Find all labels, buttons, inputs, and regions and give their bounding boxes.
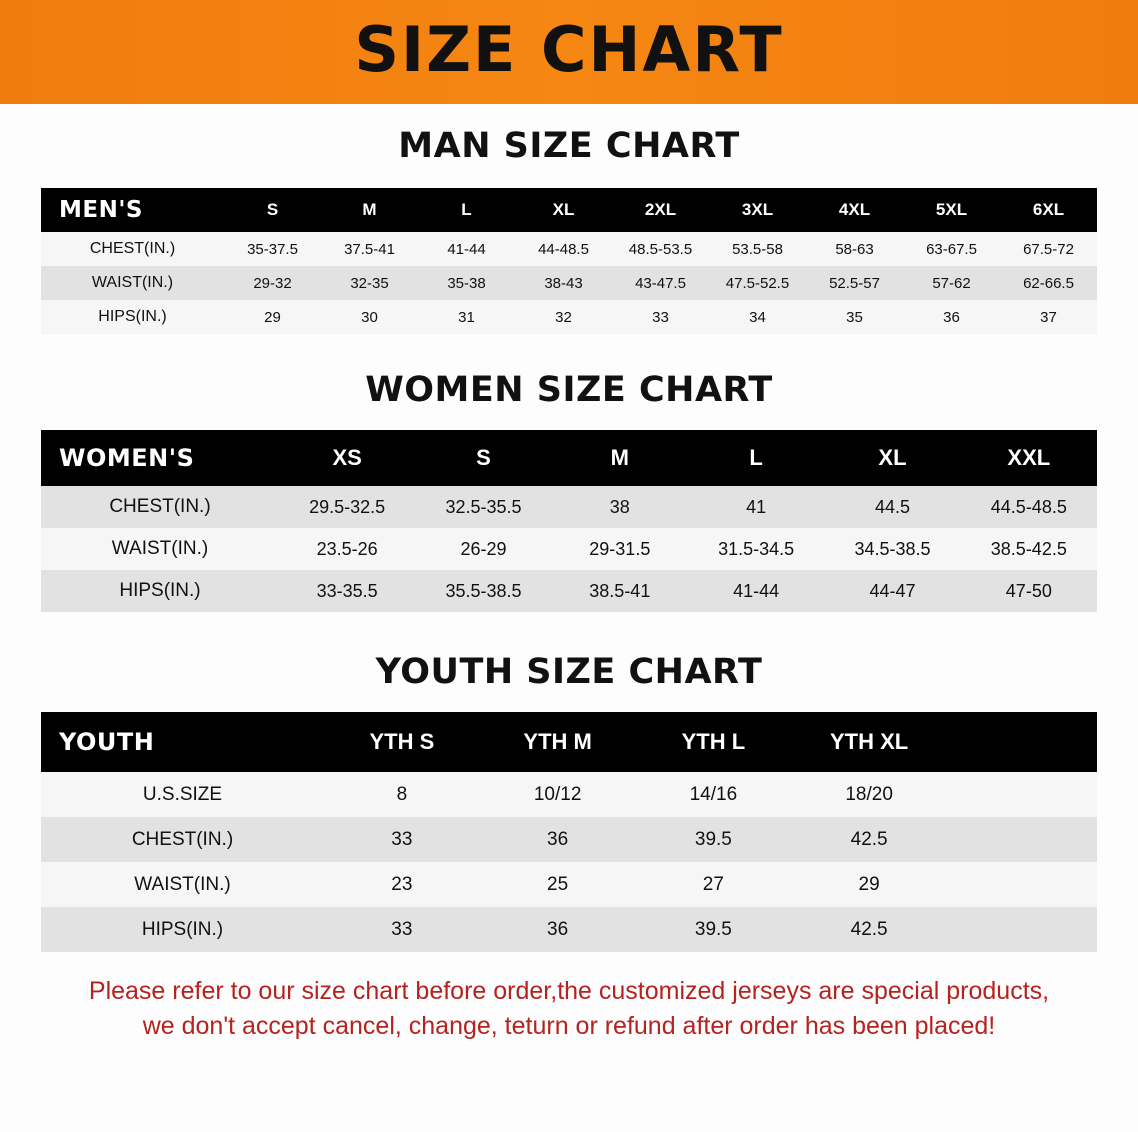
- table-row: [41, 528, 1097, 570]
- man-cell-2-4: 33: [612, 300, 709, 334]
- table-row: [41, 817, 1097, 862]
- man-cell-0-3: 44-48.5: [515, 232, 612, 266]
- women-cell-0-1: 32.5-35.5: [415, 486, 551, 528]
- man-size-col-4: 2XL: [612, 188, 709, 232]
- women-size-col-2: M: [552, 430, 688, 486]
- women-cell-2-5: 47-50: [961, 570, 1097, 612]
- youth-cell-1-1: 36: [480, 817, 636, 862]
- man-cell-1-4: 43-47.5: [612, 266, 709, 300]
- women-cell-1-1: 26-29: [415, 528, 551, 570]
- man-cell-1-3: 38-43: [515, 266, 612, 300]
- women-row-header: WOMEN'S: [41, 430, 279, 486]
- man-cell-0-4: 48.5-53.5: [612, 232, 709, 266]
- man-cell-1-1: 32-35: [321, 266, 418, 300]
- youth-cell-1-4: [947, 817, 1097, 862]
- youth-row-header: YOUTH: [41, 712, 324, 772]
- man-row-label-1: WAIST(IN.): [41, 266, 224, 300]
- table-header-row: [41, 712, 1097, 772]
- table-row: [41, 772, 1097, 817]
- women-row-label-0: CHEST(IN.): [41, 486, 279, 528]
- youth-cell-3-1: 36: [480, 907, 636, 952]
- table-row: [41, 300, 1097, 334]
- youth-row-label-1: CHEST(IN.): [41, 817, 324, 862]
- man-cell-1-6: 52.5-57: [806, 266, 903, 300]
- man-cell-1-2: 35-38: [418, 266, 515, 300]
- women-size-col-5: XXL: [961, 430, 1097, 486]
- youth-cell-2-0: 23: [324, 862, 480, 907]
- man-size-table-wrapper: [41, 188, 1097, 334]
- women-table-body: [41, 486, 1097, 612]
- man-cell-0-7: 63-67.5: [903, 232, 1000, 266]
- man-row-label-2: HIPS(IN.): [41, 300, 224, 334]
- youth-cell-0-4: [947, 772, 1097, 817]
- women-table-head: [41, 430, 1097, 486]
- man-size-col-3: XL: [515, 188, 612, 232]
- youth-cell-1-0: 33: [324, 817, 480, 862]
- man-cell-1-7: 57-62: [903, 266, 1000, 300]
- man-cell-0-2: 41-44: [418, 232, 515, 266]
- youth-cell-2-2: 27: [636, 862, 792, 907]
- man-cell-1-5: 47.5-52.5: [709, 266, 806, 300]
- youth-cell-2-4: [947, 862, 1097, 907]
- women-cell-1-2: 29-31.5: [552, 528, 688, 570]
- man-size-col-7: 5XL: [903, 188, 1000, 232]
- man-cell-2-6: 35: [806, 300, 903, 334]
- man-row-label-0: CHEST(IN.): [41, 232, 224, 266]
- table-row: [41, 486, 1097, 528]
- man-size-col-8: 6XL: [1000, 188, 1097, 232]
- disclaimer-line-2: we don't accept cancel, change, teturn or refund after order has been placed!: [142, 1011, 996, 1040]
- youth-row-label-0: U.S.SIZE: [41, 772, 324, 817]
- table-row: [41, 907, 1097, 952]
- man-size-col-2: L: [418, 188, 515, 232]
- women-section-title: WOMEN SIZE CHART: [365, 370, 773, 410]
- man-cell-0-1: 37.5-41: [321, 232, 418, 266]
- man-cell-2-3: 32: [515, 300, 612, 334]
- youth-spacer-col: [947, 712, 1097, 772]
- man-cell-2-1: 30: [321, 300, 418, 334]
- man-cell-2-8: 37: [1000, 300, 1097, 334]
- man-size-col-6: 4XL: [806, 188, 903, 232]
- women-row-label-1: WAIST(IN.): [41, 528, 279, 570]
- man-size-col-0: S: [224, 188, 321, 232]
- disclaimer-line-1: Please refer to our size chart before order,the customized jerseys are special products,: [88, 977, 1050, 1005]
- table-row: [41, 232, 1097, 266]
- man-cell-1-8: 62-66.5: [1000, 266, 1097, 300]
- youth-cell-1-3: 42.5: [791, 817, 947, 862]
- man-size-table: [41, 188, 1097, 334]
- women-cell-1-5: 38.5-42.5: [961, 528, 1097, 570]
- man-cell-2-7: 36: [903, 300, 1000, 334]
- youth-row-label-3: HIPS(IN.): [41, 907, 324, 952]
- youth-size-col-2: YTH L: [636, 712, 792, 772]
- youth-row-label-2: WAIST(IN.): [41, 862, 324, 907]
- women-cell-2-1: 35.5-38.5: [415, 570, 551, 612]
- man-cell-2-2: 31: [418, 300, 515, 334]
- women-cell-0-5: 44.5-48.5: [961, 486, 1097, 528]
- youth-size-col-1: YTH M: [480, 712, 636, 772]
- youth-table-body: [41, 772, 1097, 952]
- man-cell-0-6: 58-63: [806, 232, 903, 266]
- man-size-col-5: 3XL: [709, 188, 806, 232]
- women-cell-1-0: 23.5-26: [279, 528, 415, 570]
- women-cell-0-3: 41: [688, 486, 824, 528]
- man-cell-1-0: 29-32: [224, 266, 321, 300]
- youth-size-col-0: YTH S: [324, 712, 480, 772]
- man-size-col-1: M: [321, 188, 418, 232]
- youth-cell-0-1: 10/12: [480, 772, 636, 817]
- youth-cell-0-3: 18/20: [791, 772, 947, 817]
- table-header-row: [41, 188, 1097, 232]
- man-cell-0-5: 53.5-58: [709, 232, 806, 266]
- man-section-title: MAN SIZE CHART: [398, 126, 740, 166]
- women-cell-1-4: 34.5-38.5: [824, 528, 960, 570]
- women-cell-2-4: 44-47: [824, 570, 960, 612]
- women-cell-0-4: 44.5: [824, 486, 960, 528]
- table-row: [41, 570, 1097, 612]
- youth-cell-2-1: 25: [480, 862, 636, 907]
- women-size-table-wrapper: [41, 430, 1097, 612]
- youth-table-head: [41, 712, 1097, 772]
- man-cell-0-8: 67.5-72: [1000, 232, 1097, 266]
- man-cell-2-5: 34: [709, 300, 806, 334]
- youth-size-col-3: YTH XL: [791, 712, 947, 772]
- man-cell-0-0: 35-37.5: [224, 232, 321, 266]
- man-row-header: MEN'S: [41, 188, 224, 232]
- women-cell-0-0: 29.5-32.5: [279, 486, 415, 528]
- women-cell-1-3: 31.5-34.5: [688, 528, 824, 570]
- youth-cell-2-3: 29: [791, 862, 947, 907]
- youth-cell-1-2: 39.5: [636, 817, 792, 862]
- women-size-col-0: XS: [279, 430, 415, 486]
- page-banner: [0, 0, 1138, 104]
- youth-cell-0-0: 8: [324, 772, 480, 817]
- youth-size-table-wrapper: [41, 712, 1097, 952]
- youth-cell-3-3: 42.5: [791, 907, 947, 952]
- table-header-row: [41, 430, 1097, 486]
- page-title: SIZE CHART: [354, 13, 784, 86]
- women-cell-2-0: 33-35.5: [279, 570, 415, 612]
- disclaimer-note: [64, 974, 1074, 1043]
- table-row: [41, 266, 1097, 300]
- women-cell-2-3: 41-44: [688, 570, 824, 612]
- women-size-col-4: XL: [824, 430, 960, 486]
- women-cell-0-2: 38: [552, 486, 688, 528]
- man-table-head: [41, 188, 1097, 232]
- youth-cell-3-4: [947, 907, 1097, 952]
- women-size-col-1: S: [415, 430, 551, 486]
- women-size-table: [41, 430, 1097, 612]
- youth-section-title: YOUTH SIZE CHART: [375, 652, 763, 692]
- women-cell-2-2: 38.5-41: [552, 570, 688, 612]
- youth-size-table: [41, 712, 1097, 952]
- table-row: [41, 862, 1097, 907]
- youth-cell-3-0: 33: [324, 907, 480, 952]
- youth-cell-0-2: 14/16: [636, 772, 792, 817]
- women-row-label-2: HIPS(IN.): [41, 570, 279, 612]
- man-cell-2-0: 29: [224, 300, 321, 334]
- man-table-body: [41, 232, 1097, 334]
- youth-cell-3-2: 39.5: [636, 907, 792, 952]
- women-size-col-3: L: [688, 430, 824, 486]
